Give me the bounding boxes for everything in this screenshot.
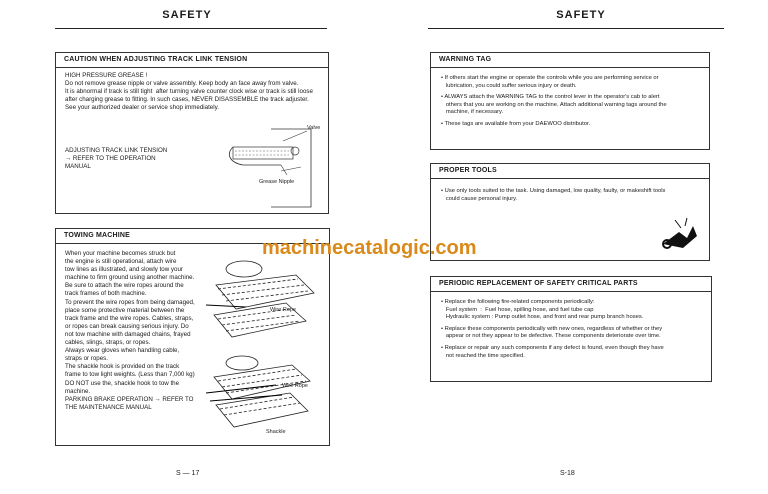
wire-rope-label-2: Wire Rope: [282, 383, 308, 389]
left-title-rule: [55, 28, 327, 29]
caution-refer-text: ADJUSTING TRACK LINK TENSION → REFER TO THE OPERATION MANUAL: [65, 147, 168, 171]
periodic-bullet: • Replace or repair any such components if any defect is found, even though they have not reached the time specified.: [441, 344, 664, 359]
periodic-bullets: [441, 299, 664, 364]
caution-heading: CAUTION WHEN ADJUSTING TRACK LINK TENSION: [56, 53, 328, 68]
wire-rope-label-1: Wire Rope: [270, 307, 296, 313]
broken-tool-icon: [657, 214, 699, 254]
warning-tag-bullet: • ALWAYS attach the WARNING TAG to the control lever in the operator's cab to alert others that you are working on the machine. Attach additional warning tags around the machine, if necessary.: [441, 94, 667, 116]
warning-tag-heading: WARNING TAG: [431, 53, 709, 68]
towing-box: [55, 228, 330, 446]
proper-tools-bullets: [441, 188, 665, 207]
periodic-heading: PERIODIC REPLACEMENT OF SAFETY CRITICAL PARTS: [431, 277, 711, 292]
grease-nipple-label: Grease Nipple: [259, 179, 295, 185]
warning-tag-bullets: [441, 75, 667, 133]
periodic-replacement-box: [430, 276, 712, 382]
proper-tools-bullet: • Use only tools suited to the task. Using damaged, low quality, faulty, or makeshift tools could cause personal injury.: [441, 188, 666, 202]
warning-tag-bullet: • These tags are available from your DAEWOO distributor.: [441, 120, 591, 127]
periodic-bullet: • Replace these components periodically with new ones, regardless of whether or they appear or not they appear to be defective. These components deteriorate over time.: [441, 325, 663, 340]
shackle-label: Shackle: [266, 429, 286, 435]
towing-heading: TOWING MACHINE: [56, 229, 329, 244]
proper-tools-heading: PROPER TOOLS: [431, 164, 709, 179]
left-page-number: S — 17: [176, 470, 200, 477]
watermark-text: machinecatalogic.com: [262, 237, 477, 259]
right-title-rule: [428, 28, 724, 29]
warning-tag-bullet: • If others start the engine or operate the controls while you are performing service or lubrication, you could suffer serious injury or death.: [441, 75, 659, 89]
warning-tag-box: [430, 52, 710, 150]
right-page-number: S-18: [560, 470, 575, 477]
caution-text: HIGH PRESSURE GREASE ! Do not remove grease nipple or valve assembly. Keep body an face away from valve. It is abnormal if track is still tight after turning valve counter clock wise or track is still loose after charging grease to fitting. In such cases, NEVER DISASSEMBLE the track adjuster. See your authorized dealer or service shop immediately.: [65, 72, 313, 112]
right-page-title: SAFETY: [556, 9, 606, 21]
towing-illustration: [206, 245, 326, 435]
track-adjuster-illustration: [221, 121, 325, 211]
valve-label: Valve: [307, 125, 321, 131]
left-page-title: SAFETY: [162, 9, 212, 21]
periodic-bullet: • Replace the following fire-related components periodically: Fuel system : Fuel hose, spilling hose, and fuel tube cap Hydraulic system : Pump outlet hose, and front and rear pump branch hoses.: [441, 299, 644, 321]
caution-box: [55, 52, 329, 214]
towing-text: When your machine becomes struck but the engine is still operational, attach wire tow lines as illustrated, and slowly tow your machine to firm ground using another machine. Be sure to attach the wire ropes around the track frames of both machine. To prevent the wire ropes from being damaged, place some protective material between the track frame and the wire ropes. Cables, straps, or ropes can break causing serious injury. Do not tow machine with damaged chains, frayed cables, slings, straps, or ropes. Always wear gloves when handling cable, straps or ropes. The shackle hook is provided on the track frame to tow light weights. (Less than 7,000 kg) DO NOT use the, shackle hook to tow the machine. PARKING BRAKE OPERATION → REFER TO THE MAINTENANCE MANUAL: [65, 250, 195, 411]
